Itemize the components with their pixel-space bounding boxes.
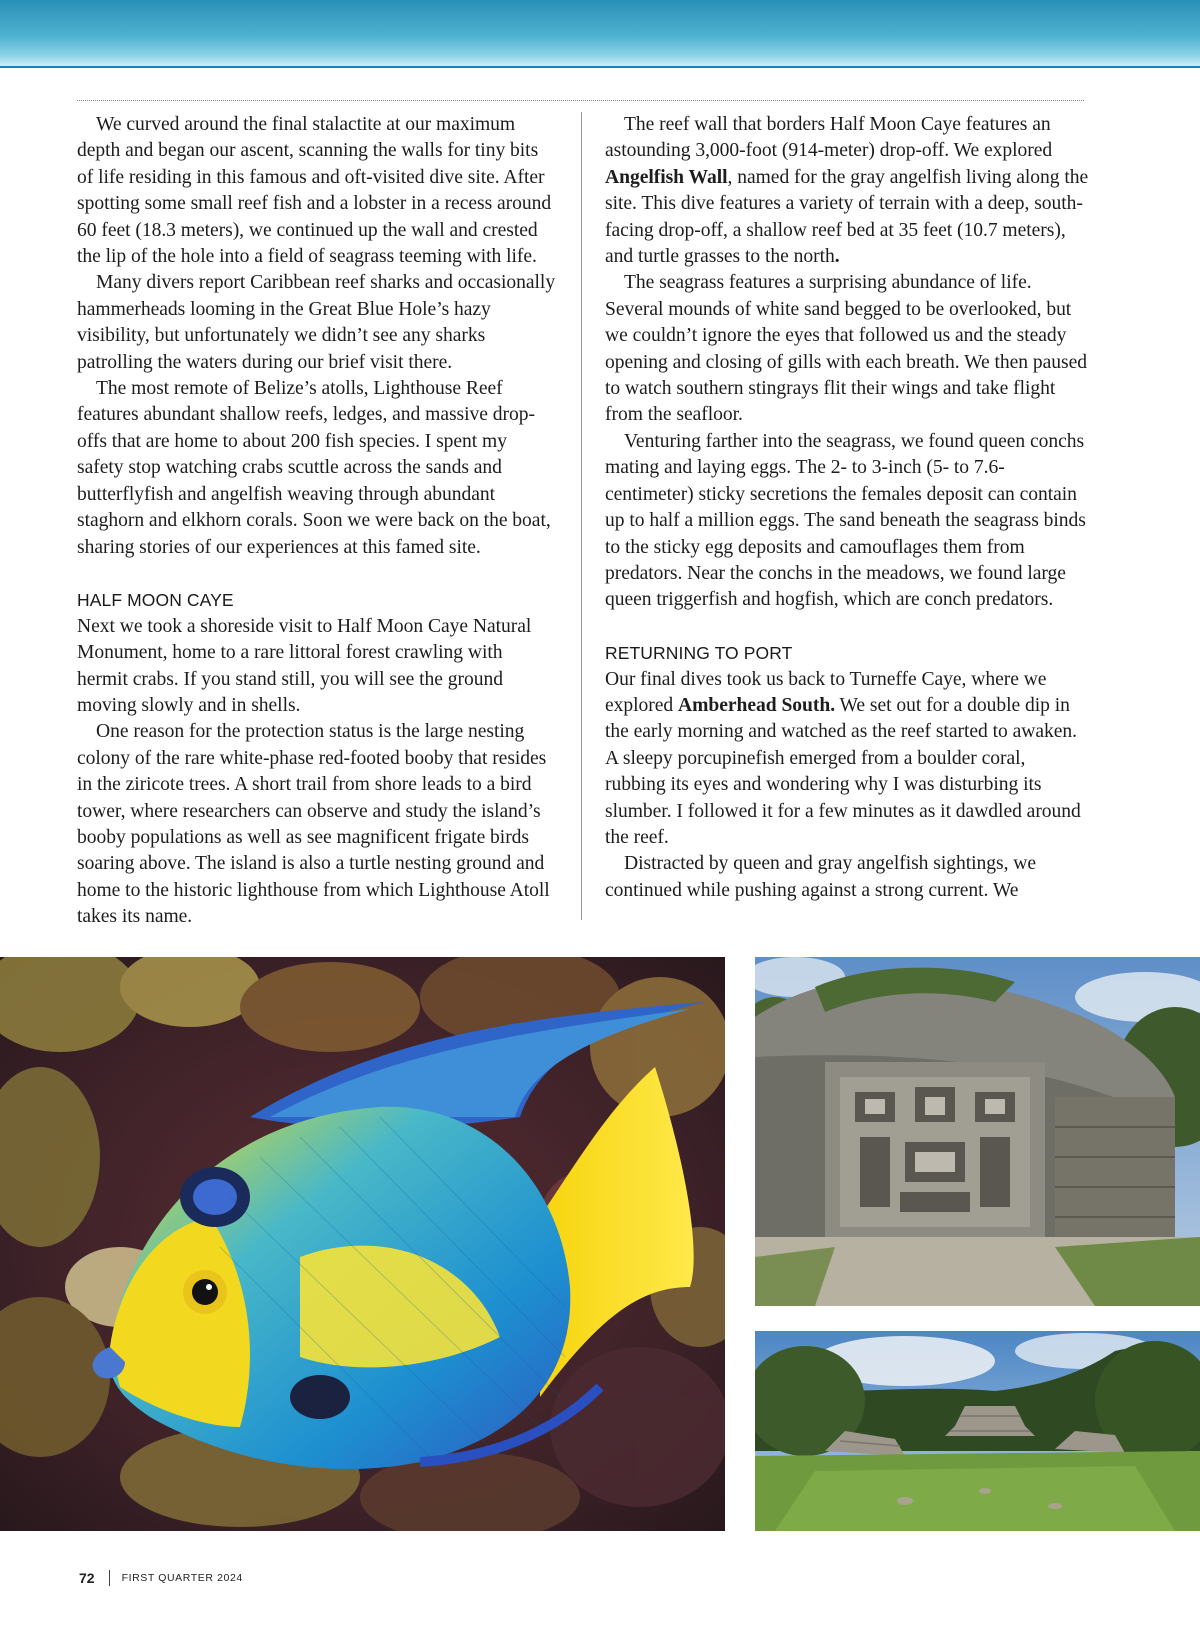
- dotted-rule: [77, 100, 1084, 101]
- paragraph: One reason for the protection status is the large nesting colony of the rare white-phase red-footed booby that resides in the ziricote trees. A short trail from shore leads to a bird tower, where researchers can observe and study the island’s booby populations as well as see magnificent frigate birds soaring above. The island is also a turtle nesting ground and home to the historic lighthouse from which Lighthouse Atoll takes its name.: [77, 721, 550, 928]
- text-run: Our final dives took us back to Turneffe Caye, where we explored: [605, 668, 1047, 716]
- plaza-photo: [755, 1331, 1200, 1531]
- text-run: We set out for a double dip in the early morning and watched as the reef started to awaken. A sleepy porcupinefish emerged from a boulder coral, rubbing its eyes and wondering why I was disturbing its slumber. I followed it for a few minutes as it dawdled around the reef.: [605, 694, 1081, 848]
- dive-site-name: Amberhead South.: [678, 694, 836, 716]
- paragraph: Next we took a shoreside visit to Half Moon Caye Natural Monument, home to a rare littoral forest crawling with hermit crabs. If you stand still, you will see the ground moving slowly and in shells.: [77, 615, 532, 716]
- paragraph: Distracted by queen and gray angelfish sightings, we continued while pushing against a strong current. We: [605, 853, 1037, 901]
- page-number: 72: [79, 1570, 95, 1586]
- text-run: , named for the gray angelfish living along the site. This dive features a variety of terrain with a deep, south-facing drop-off, a shallow reef bed at 35 feet (10.7 meters), and turtle grasses to the north: [605, 166, 1089, 268]
- angelfish-photo: [0, 957, 725, 1531]
- text-run: The reef wall that borders Half Moon Caye features an astounding 3,000-foot (914-meter) drop-off. We explored: [605, 114, 1053, 162]
- paragraph: [605, 667, 1090, 852]
- footer-divider: [109, 1570, 110, 1586]
- left-column: [77, 112, 557, 931]
- paragraph: Many divers report Caribbean reef sharks and occasionally hammerheads looming in the Great Blue Hole’s hazy visibility, but unfortunately we didn’t see any sharks patrolling the waters during our brief visit there.: [77, 272, 556, 373]
- paragraph: The most remote of Belize’s atolls, Lighthouse Reef features abundant shallow reefs, ledges, and massive drop-offs that are home to about 200 fish species. I spent my safety stop watching crabs scuttle across the sands and butterflyfish and angelfish weaving through abundant staghorn and elkhorn corals. Soon we were back on the boat, sharing stories of our experiences at this famed site.: [77, 378, 551, 558]
- dive-site-name: Angelfish Wall: [605, 166, 728, 188]
- header-band: [0, 0, 1200, 68]
- temple-photo: [755, 957, 1200, 1306]
- text-run: .: [834, 246, 840, 268]
- column-divider: [581, 112, 582, 920]
- paragraph: We curved around the final stalactite at our maximum depth and began our ascent, scanning the walls for tiny bits of life residing in this famous and oft-visited dive site. After spotting some small reef fish and a lobster in a recess around 60 feet (18.3 meters), we continued up the wall and crested the lip of the hole into a field of seagrass teeming with life.: [77, 114, 552, 268]
- section-heading-returning-to-port: RETURNING TO PORT: [605, 643, 793, 664]
- paragraph: The seagrass features a surprising abundance of life. Several mounds of white sand begged to be overlooked, but we couldn’t ignore the eyes that followed us and the steady opening and closing of gills with each breath. We then paused to watch southern stingrays flit their wings and take flight from the seafloor.: [605, 272, 1088, 426]
- page-footer: [79, 1568, 243, 1588]
- section-heading-half-moon-caye: HALF MOON CAYE: [77, 590, 234, 611]
- right-column: [605, 112, 1090, 904]
- issue-label: FIRST QUARTER 2024: [121, 1572, 243, 1584]
- paragraph: [605, 112, 1090, 270]
- paragraph: Venturing farther into the seagrass, we found queen conchs mating and laying eggs. The 2- to 3-inch (5- to 7.6-centimeter) sticky secretions the females deposit can contain up to half a million eggs. The sand beneath the seagrass binds to the sticky egg deposits and camouflages them from predators. Near the conchs in the meadows, we found large queen triggerfish and hogfish, which are conch predators.: [605, 430, 1086, 611]
